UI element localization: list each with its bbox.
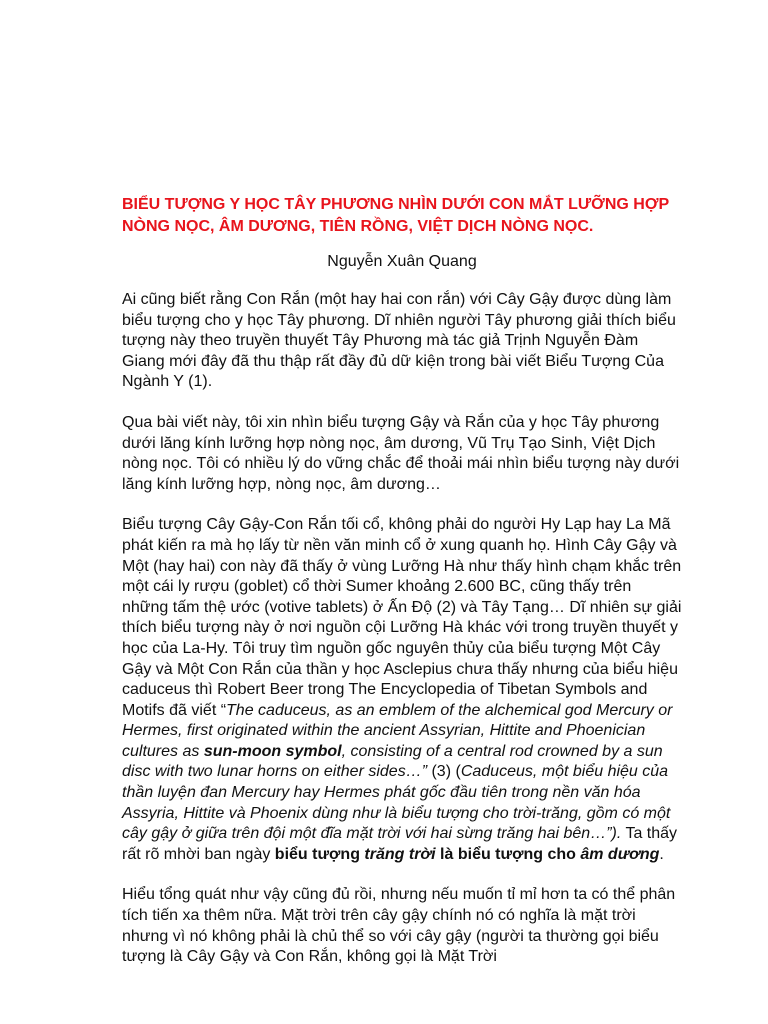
bold-italic-am-duong: âm dương: [580, 845, 660, 863]
quote-bold-sun-moon-symbol: sun-moon symbol: [203, 742, 342, 760]
paragraph-3-text-2: (3) (: [427, 763, 461, 781]
document-page: [122, 194, 682, 988]
bold-phrase-1: biểu tượng: [274, 845, 365, 863]
article-title: BIỂU TƯỢNG Y HỌC TÂY PHƯƠNG NHÌN DƯỚI CON MẮT LƯỠNG HỢP NÒNG NỌC, ÂM DƯƠNG, TIÊN RỒNG, VIỆT DỊCH NÒNG NỌC.: [122, 196, 669, 235]
translation-italic: Caduceus, một biểu hiệu của thần luyện đan Mercury hay Hermes phát gốc đầu tiên trong nền văn hóa Assyria, Hittite và Phoenix dùng như là biểu tượng cho trời-trăng, gồm có một cây gậy ở giữa trên đội một đĩa mặt trời với hai sừng trăng hai bên…”).: [122, 763, 671, 843]
quote-italic-1: The caduceus, as an emblem of the alchemical god Mercury or Hermes, first originated within the ancient Assyrian, Hittite and Phoenician cultures as: [122, 701, 673, 760]
paragraph-2: Qua bài viết này, tôi xin nhìn biểu tượng Gậy và Rắn của y học Tây phương dưới lăng kính lưỡng hợp nòng nọc, âm dương, Vũ Trụ Tạo Sinh, Việt Dịch nòng nọc. Tôi có nhiều lý do vững chắc để thoải mái nhìn biểu tượng này dưới lăng kính lưỡng hợp, nòng nọc, âm dương…: [122, 413, 680, 493]
paragraph-3-text-3: Ta thấy rất rõ mhời ban ngày: [122, 825, 678, 863]
author-name: Nguyễn Xuân Quang: [327, 253, 477, 270]
paragraph-3-end: .: [659, 845, 664, 863]
quote-italic-2: , consisting of a central rod crowned by a sun disc with two lunar horns on either sides…”: [122, 742, 663, 781]
paragraph-3: [122, 515, 682, 865]
paragraph-1: Ai cũng biết rằng Con Rắn (một hay hai con rắn) với Cây Gậy được dùng làm biểu tượng cho y học Tây phương. Dĩ nhiên người Tây phương giải thích biểu tượng này theo truyền thuyết Tây Phương mà tác giả Trịnh Nguyễn Đàm Giang mới đây đã thu thập rất đầy đủ dữ kiện trong bài viết Biểu Tượng Của Ngành Y (1).: [122, 291, 676, 391]
bold-phrase-2: là biểu tượng cho: [435, 845, 581, 863]
paragraph-3-text-1: Biểu tượng Cây Gậy-Con Rắn tối cổ, không phải do người Hy Lạp hay La Mã phát kiến ra mà họ lấy từ nền văn minh cổ ở xung quanh họ. Hình Cây Gậy và Một (hay hai) con này đã thấy ở vùng Lưỡng Hà như thấy hình chạm khắc trên một cái ly rượu (goblet) cổ thời Sumer khoảng 2.600 BC, cũng thấy trên những tấm thệ ước (votive tablets) ở Ấn Độ (2) và Tây Tạng… Dĩ nhiên sự giải thích biểu tượng này ở nơi nguồn cội Lưỡng Hà khác với trong truyền thuyết y học của La-Hy. Tôi truy tìm nguồn gốc nguyên thủy của biểu tượng Một Cây Gậy và Một Con Rắn của thần y học Asclepius chưa thấy nhưng của biểu hiệu caduceus thì Robert Beer trong The Encyclopedia of Tibetan Symbols and Motifs đã viết “: [122, 516, 682, 719]
bold-italic-trang-troi: trăng trời: [364, 845, 436, 863]
paragraph-4: Hiểu tổng quát như vậy cũng đủ rồi, nhưng nếu muốn tỉ mỉ hơn ta có thể phân tích tiến xa thêm nữa. Mặt trời trên cây gậy chính nó có nghĩa là mặt trời nhưng vì nó không phải là chủ thể so với cây gậy (người ta thường gọi biểu tượng là Cây Gậy và Con Rắn, không gọi là Mặt Trời: [122, 886, 676, 966]
